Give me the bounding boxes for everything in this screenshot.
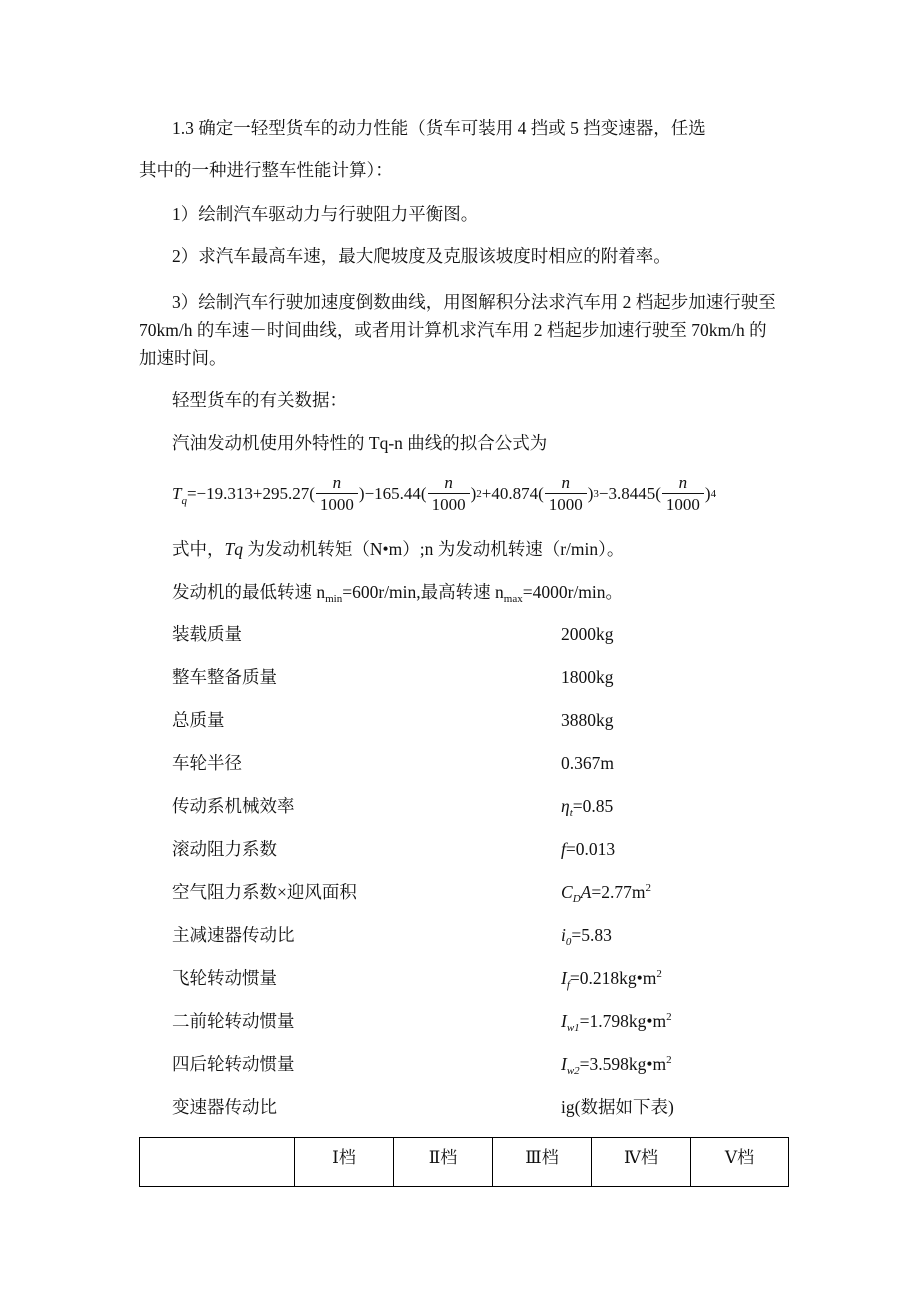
table-header-cell: Ⅲ档 <box>493 1138 592 1187</box>
formula-fraction: $\frac{n}{1000}$ <box>662 473 704 516</box>
param-row: 整车整备质量 1800kg <box>172 667 614 687</box>
torque-formula: T q =−19.313+295.27( $\frac{n}{1000}$ )−165.44( $\frac{n}{1000}$ ) 2 +40.874( $\frac{n}{1000}$ ) 3 −3.8445( $\frac{n}{1000}$ ) 4 <box>172 472 717 514</box>
gear-ratio-table <box>139 1137 789 1187</box>
param-row: 四后轮转动惯量 $I_{w2}=3.598kg•m^2$ <box>172 1054 672 1077</box>
param-row: 传动系机械效率 $\eta_t=0.85$ <box>172 796 614 819</box>
formula-lhs: T <box>172 484 182 503</box>
formula-term-0: =−19.313+295.27( <box>186 484 315 503</box>
formula-term-2: ) <box>470 484 477 503</box>
table-header-cell: Ⅰ档 <box>295 1138 394 1187</box>
param-row: 变速器传动比 ig(数据如下表) <box>172 1097 674 1117</box>
table-header-cell: Ⅳ档 <box>592 1138 691 1187</box>
task-2: 2）求汽车最高车速，最大爬坡度及克服该坡度时相应的附着率。 <box>172 246 671 266</box>
engine-speed-note: 发动机的最低转速 $n_{min}=600r/\min$,最高转速 $n_{max}=4000r/\min$。 <box>172 582 624 605</box>
param-row: 飞轮转动惯量 $I_f=0.218kg•m^2$ <box>172 968 662 991</box>
intro-line-1: 1.3 确定一轻型货车的动力性能（货车可装用 4 挡或 5 挡变速器，任选 <box>172 118 706 138</box>
formula-fraction: $\frac{n}{1000}$ <box>316 473 358 516</box>
formula-fraction: $\frac{n}{1000}$ <box>428 473 470 516</box>
formula-term-3: +40.874( <box>481 484 544 503</box>
param-row: 空气阻力系数×迎风面积 $C_DA=2.77m^2$ <box>172 882 651 905</box>
param-row: 装载质量 2000kg <box>172 624 614 644</box>
formula-lhs-sub: q <box>181 495 187 507</box>
formula-term-1: )−165.44( <box>358 484 427 503</box>
table-corner-cell <box>140 1138 295 1187</box>
param-row: 二前轮转动惯量 $I_{w1}=1.798kg•m^2$ <box>172 1011 672 1034</box>
task-1: 1）绘制汽车驱动力与行驶阻力平衡图。 <box>172 204 479 224</box>
formula-intro: 汽油发动机使用外特性的 Tq-n 曲线的拟合公式为 <box>172 433 548 453</box>
intro-line-2: 其中的一种进行整车性能计算）： <box>139 160 393 180</box>
formula-term-6: ) <box>704 484 711 503</box>
param-row: 车轮半径 0.367m <box>172 753 614 773</box>
param-row: 滚动阻力系数 f=0.013 <box>172 839 616 859</box>
formula-note: 式中，Tq 为发动机转矩（N•m）;n 为发动机转速（r/min）。 <box>172 539 625 559</box>
table-header-cell: Ⅱ档 <box>394 1138 493 1187</box>
formula-term-4: ) <box>587 484 594 503</box>
param-row: 总质量 3880kg <box>172 710 614 730</box>
data-heading: 轻型货车的有关数据： <box>172 390 347 410</box>
formula-term-5: −3.8445( <box>598 484 661 503</box>
formula-fraction: $\frac{n}{1000}$ <box>545 473 587 516</box>
param-row: 主减速器传动比 $i_0=5.83$ <box>172 925 612 948</box>
table-header-cell: Ⅴ档 <box>691 1138 789 1187</box>
table-header-row <box>140 1138 789 1187</box>
task-3: 3）绘制汽车行驶加速度倒数曲线，用图解积分法求汽车用 2 档起步加速行驶至 70km/h 的车速－时间曲线，或者用计算机求汽车用 2 档起步加速行驶至 70km/h 的加速时间。 <box>139 292 776 368</box>
